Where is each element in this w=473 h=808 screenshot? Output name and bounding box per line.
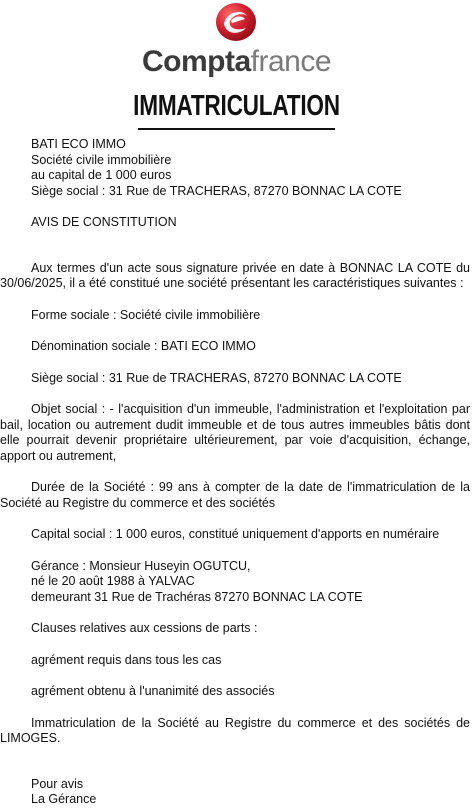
- company-line: Société civile immobilière: [31, 152, 172, 167]
- immatriculation-rcs: Immatriculation de la Société au Registre du commerce et des sociétés de LIMOGES.: [0, 715, 470, 745]
- notice-type: AVIS DE CONSTITUTION: [31, 215, 177, 229]
- company-line: Siège social : 31 Rue de TRACHERAS, 87270 BONNAC LA COTE: [31, 183, 402, 198]
- title-wrapper: [0, 88, 473, 124]
- comptafrance-logo-icon: [214, 2, 258, 42]
- gerance-line: demeurant 31 Rue de Trachéras 87270 BONNAC LA COTE: [31, 589, 363, 604]
- agrement-requis: agrément requis dans tous les cas: [31, 652, 222, 667]
- closing-line: La Gérance: [31, 792, 97, 806]
- duree-societe: Durée de la Société : 99 ans à compter de la date de l'immatriculation de la Société au Registre du commerce et des sociétés: [0, 480, 470, 510]
- capital-social: Capital social : 1 000 euros, constitué uniquement d'apports en numéraire: [31, 527, 440, 541]
- notice-body: [0, 137, 473, 808]
- intro-paragraph: Aux termes d'un acte sous signature privée en date à BONNAC LA COTE du 30/06/2025, il a été constitué une société présentant les caractéristiques suivantes :: [0, 260, 470, 290]
- company-line: BATI ECO IMMO: [31, 137, 126, 151]
- gerance-line: né le 20 août 1988 à YALVAC: [31, 574, 195, 588]
- objet-social: Objet social : - l'acquisition d'un immeuble, l'administration et l'exploitation par bail, location ou autrement dudit immeuble et de tous autres immeubles bâtis dont elle pourrait devenir propriétaire ultérieurement, par voie d'acquisition, échange, apport ou autrement,: [0, 402, 470, 463]
- company-line: au capital de 1 000 euros: [31, 168, 172, 182]
- clauses-cession: Clauses relatives aux cessions de parts :: [31, 621, 258, 635]
- brand-name-strong: Compta: [141, 45, 251, 78]
- page-title: IMMATRICULATION: [133, 90, 340, 122]
- closing-block: [0, 777, 473, 808]
- denomination-sociale: Dénomination sociale : BATI ECO IMMO: [31, 339, 256, 353]
- siege-social: Siège social : 31 Rue de TRACHERAS, 87270 BONNAC LA COTE: [31, 370, 402, 385]
- agrement-obtenu: agrément obtenu à l'unanimité des associés: [31, 684, 275, 698]
- gerance-block: [0, 559, 473, 606]
- closing-line: Pour avis: [31, 776, 84, 791]
- company-block: [0, 137, 473, 199]
- forme-sociale: Forme sociale : Société civile immobilière: [31, 307, 261, 322]
- brand-name-light: france: [250, 45, 332, 78]
- gerance-line: Gérance : Monsieur Huseyin OGUTCU,: [31, 558, 251, 573]
- title-underline: [138, 128, 335, 130]
- brand-wordmark: [0, 44, 473, 80]
